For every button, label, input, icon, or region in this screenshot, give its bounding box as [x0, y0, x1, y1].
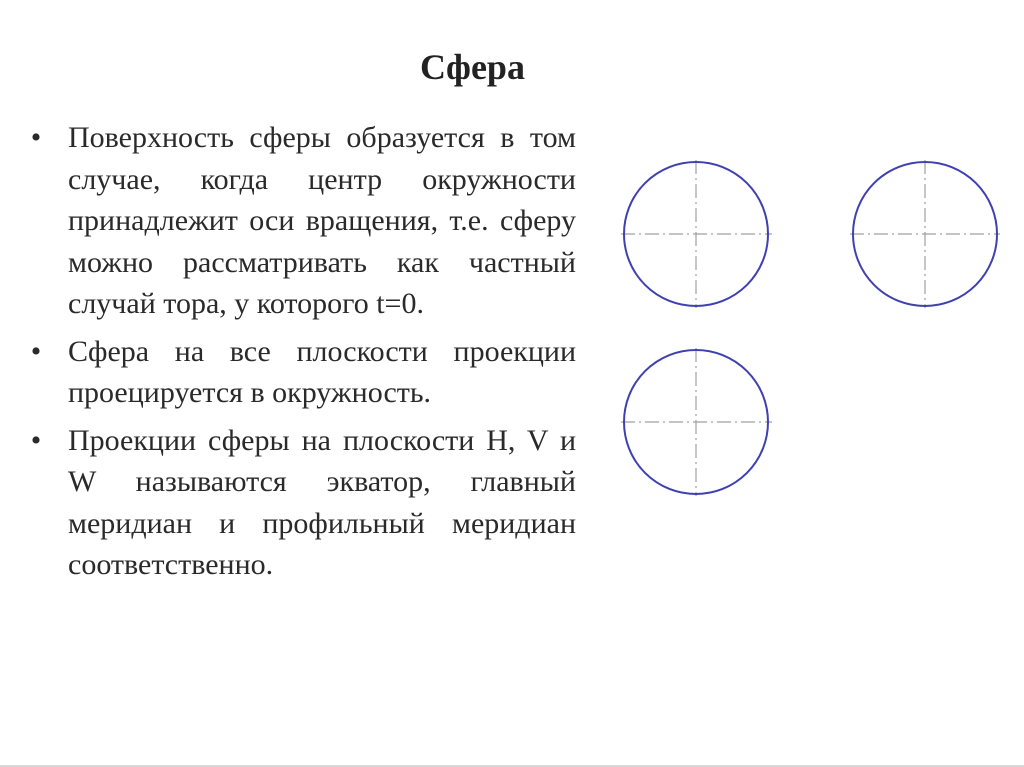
horizontal-projection	[621, 348, 772, 496]
profile-projection	[850, 160, 1000, 308]
bullet-icon: •	[30, 121, 42, 154]
bullet-text: Поверхность сферы образуется в том случае, когда центр окружности принадлежит оси вращения, т.е. сферу можно рассматривать как частный случай тора, у которого t=0.	[68, 121, 576, 320]
bullet-text: Сфера на все плоскости проекции проецируется в окружность.	[68, 334, 576, 409]
slide-title: Сфера	[420, 47, 525, 87]
frontal-projection	[621, 160, 772, 308]
bullet-icon: •	[30, 423, 42, 457]
bullet-text: Проекции сферы на плоскости H, V и W называются экватор, главный меридиан и профильный меридиан соответственно.	[68, 423, 576, 581]
bullet-icon: •	[30, 334, 42, 368]
